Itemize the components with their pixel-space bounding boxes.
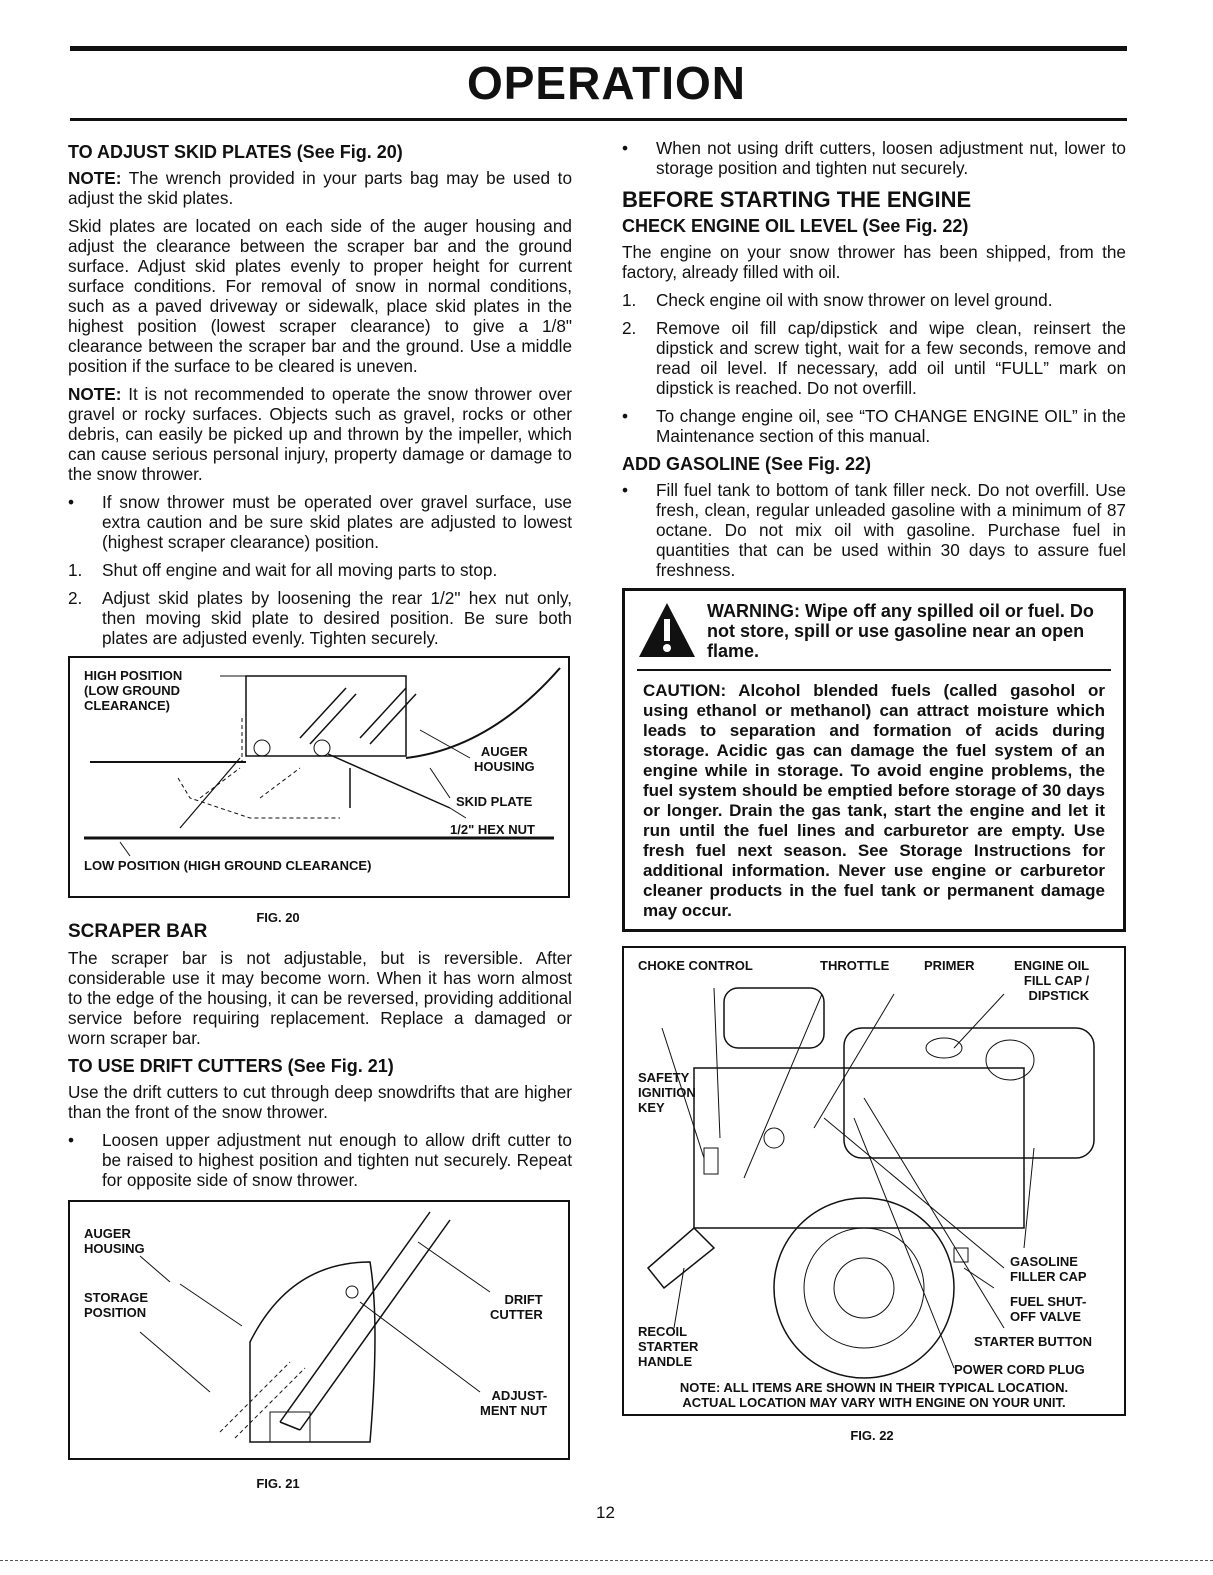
warning-box	[622, 588, 1126, 932]
label-drift-cutter: DRIFT CUTTER	[490, 1292, 543, 1322]
figure-22	[622, 946, 1126, 1416]
oil-paragraph: The engine on your snow thrower has been shipped, from the factory, already filled with oil.	[622, 242, 1126, 282]
caution-text: CAUTION: Alcohol blended fuels (called gasohol or using ethanol or methanol) can attract moisture which leads to separation and formation of acids during storage. Acidic gas can damage the fuel system of an engine while in storage. To avoid engine problems, the fuel system should be emptied before storage of 30 days or longer. Drain the gas tank, start the engine and let it run until the fuel lines and carburetor are empty. Use fresh fuel next season. See Storage Instructions for additional information. Never use engine or carburetor cleaner products in the fuel tank or permanent damage may occur.	[643, 681, 1105, 920]
skid-note-2: NOTE: It is not recommended to operate the snow thrower over gravel or rocky surfaces. Objects such as gravel, rocks or other debris, can easily be picked up and thrown by the impeller, which can cause serious personal injury, property damage or damage to the snow thrower.	[68, 384, 572, 484]
skid-note-1: NOTE: The wrench provided in your parts bag may be used to adjust the skid plates.	[68, 168, 572, 208]
drift-cutter-diagram	[70, 1202, 568, 1458]
oil-step-2: 2. Remove oil fill cap/dipstick and wipe clean, reinsert the dipstick and screw tight, wait for a few seconds, remove and read oil level. If necessary, add oil until “FULL” mark on dipstick is reached. Do not overfill.	[622, 318, 1126, 398]
skid-step-2: 2. Adjust skid plates by loosening the rear 1/2" hex nut only, then moving skid plate to desired position. Be sure both plates are adjusted evenly. Tighten securely.	[68, 588, 572, 648]
label-power-cord: POWER CORD PLUG	[954, 1362, 1085, 1377]
fig-22-note: NOTE: ALL ITEMS ARE SHOWN IN THEIR TYPICAL LOCATION. ACTUAL LOCATION MAY VARY WITH ENGINE ON YOUR UNIT.	[679, 1380, 1069, 1410]
page-title: OPERATION	[466, 57, 747, 109]
add-gasoline-heading: ADD GASOLINE (See Fig. 22)	[622, 454, 872, 474]
title-rule	[70, 118, 1127, 121]
drift-paragraph: Use the drift cutters to cut through deep snowdrifts that are higher than the front of the snow thrower.	[68, 1082, 572, 1122]
gas-bullet: • Fill fuel tank to bottom of tank filler neck. Do not overfill. Use fresh, clean, regular unleaded gasoline with a minimum of 87 octane. Do not mix oil with gasoline. Purchase fuel in quantities that can be used within 30 days to assure fuel freshness.	[622, 480, 1126, 580]
label-auger-housing-21: AUGER HOUSING	[84, 1226, 145, 1256]
skid-plates-heading: TO ADJUST SKID PLATES (See Fig. 20)	[68, 142, 403, 162]
label-hex-nut: 1/2" HEX NUT	[450, 822, 535, 837]
scraper-paragraph: The scraper bar is not adjustable, but is reversible. After considerable use it may become worn. When it has worn almost to the edge of the housing, it can be reversed, providing additional service before requiring replacement. Replace a damaged or worn scraper bar.	[68, 948, 572, 1048]
label-choke-control: CHOKE CONTROL	[638, 958, 753, 973]
warning-text: WARNING: Wipe off any spilled oil or fuel. Do not store, spill or use gasoline near an open flame.	[707, 601, 1094, 661]
skid-paragraph: Skid plates are located on each side of the auger housing and adjust the clearance between the scraper bar and the ground surface. Adjust skid plates evenly to proper height for current surface conditions. For removal of snow in normal conditions, such as a paved driveway or sidewalk, place skid plates in the highest position (lowest scraper clearance) to give a 1/8" clearance between the scraper bar and the ground. Use a middle position if the surface to be cleared is uneven.	[68, 216, 572, 376]
figure-20	[68, 656, 570, 898]
warning-header	[637, 601, 1111, 671]
fig-22-caption: FIG. 22	[850, 1428, 894, 1443]
label-primer: PRIMER	[924, 958, 975, 973]
figure-21	[68, 1200, 570, 1460]
label-auger-housing: AUGER HOUSING	[474, 744, 535, 774]
label-gasoline-cap: GASOLINE FILLER CAP	[1010, 1254, 1087, 1284]
fig-21-caption: FIG. 21	[256, 1476, 300, 1491]
skid-step-1: 1. Shut off engine and wait for all moving parts to stop.	[68, 560, 498, 580]
oil-bullet: • To change engine oil, see “TO CHANGE ENGINE OIL” in the Maintenance section of this manual.	[622, 406, 1126, 446]
check-oil-heading: CHECK ENGINE OIL LEVEL (See Fig. 22)	[622, 216, 969, 236]
label-high-position: HIGH POSITION (LOW GROUND CLEARANCE)	[84, 668, 183, 713]
label-safety-key: SAFETY IGNITION KEY	[638, 1070, 696, 1115]
skid-bullet: • If snow thrower must be operated over gravel surface, use extra caution and be sure skid plates are adjusted to lowest (highest scraper clearance) position.	[68, 492, 572, 552]
label-low-position: LOW POSITION (HIGH GROUND CLEARANCE)	[84, 858, 372, 873]
label-recoil-handle: RECOIL STARTER HANDLE	[638, 1324, 699, 1369]
label-skid-plate: SKID PLATE	[456, 794, 533, 809]
label-fuel-shutoff: FUEL SHUT- OFF VALVE	[1010, 1294, 1087, 1324]
top-rule	[70, 46, 1127, 51]
page-number: 12	[596, 1503, 615, 1522]
oil-step-1: 1. Check engine oil with snow thrower on level ground.	[622, 290, 1053, 310]
label-starter-button: STARTER BUTTON	[974, 1334, 1092, 1349]
right-column	[622, 138, 1126, 1446]
bottom-edge	[0, 1560, 1213, 1562]
left-column	[68, 138, 572, 1494]
drift-bullet: • Loosen upper adjustment nut enough to allow drift cutter to be raised to highest position and tighten nut securely. Repeat for opposite side of snow thrower.	[68, 1130, 572, 1190]
label-storage-position: STORAGE POSITION	[84, 1290, 149, 1320]
scraper-bar-heading: SCRAPER BAR	[68, 921, 208, 942]
fig-20-caption: FIG. 20	[256, 910, 300, 925]
before-starting-heading: BEFORE STARTING THE ENGINE	[622, 187, 972, 212]
warning-triangle-icon	[637, 601, 707, 661]
label-engine-oil-cap: ENGINE OIL FILL CAP / DIPSTICK	[1014, 958, 1090, 1003]
label-throttle: THROTTLE	[820, 958, 890, 973]
label-adjustment-nut: ADJUST- MENT NUT	[480, 1388, 548, 1418]
drift-cutters-heading: TO USE DRIFT CUTTERS (See Fig. 21)	[68, 1056, 394, 1076]
drift-storage-bullet: • When not using drift cutters, loosen adjustment nut, lower to storage position and tighten nut securely.	[622, 138, 1126, 178]
